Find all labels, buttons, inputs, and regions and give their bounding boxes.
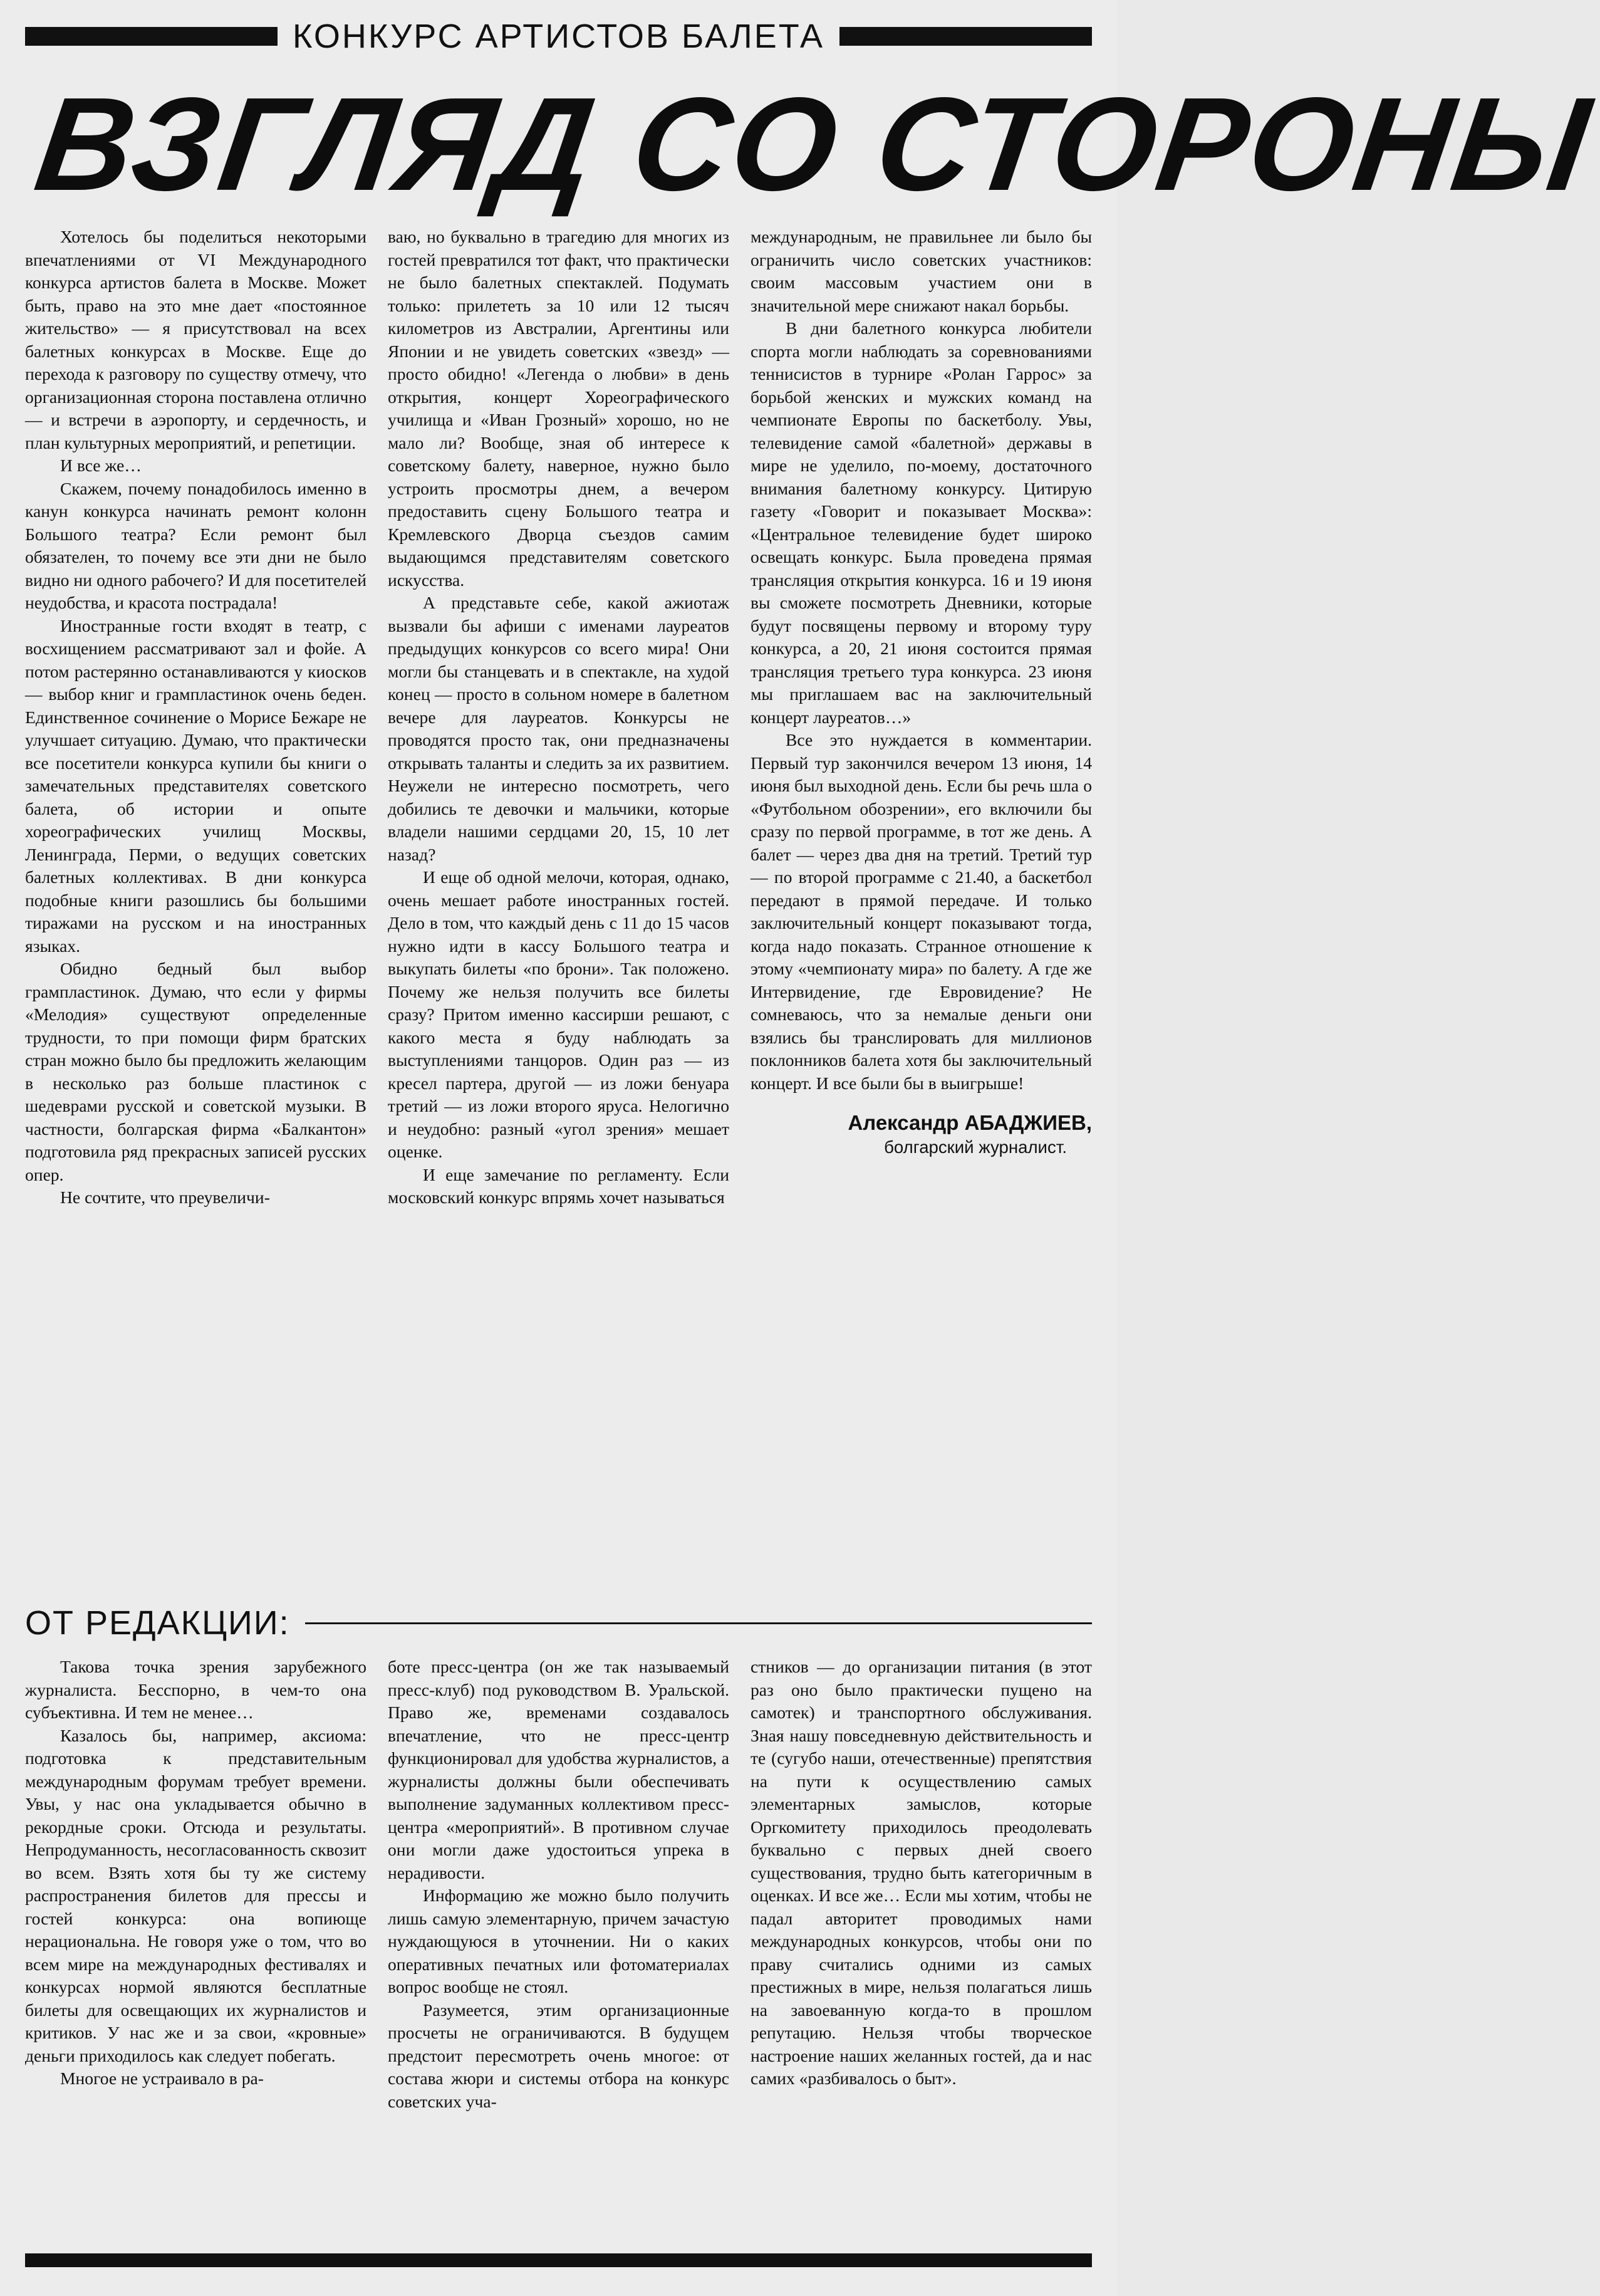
author-signature (751, 1110, 1092, 1159)
paragraph: Многое не устраивало в ра- (60, 2069, 264, 2088)
paragraph: ваю, но буквально в трагедию для многих из гостей превратился тот факт, что практически не было балетных спектаклей. Подумать только: прилететь за 10 или 12 тысяч километров из Австралии, Аргентины или Японии и не увидеть советских «звезд» — просто обидно! «Легенда о любви» в день открытия, концерт Хореографического училища и «Иван Грозный» хорошо, но не мало ли? Вообще, зная об интересе к советскому балету, наверное, нужно было устроить просмотры днем, а вечером предоставить сцену Большого театра и Кремлевского Дворца съездов самим выдающимся представителям советского искусства. (388, 227, 729, 590)
rubric-bar-right (839, 27, 1092, 46)
editorial-rule (305, 1622, 1092, 1624)
paragraph: Разумеется, этим организационные просчеты не ограничиваются. В будущем предстоит пересмотреть очень многое: от состава жюри и системы отбора на конкурс советских уча- (388, 2000, 729, 2111)
article-column-1 (25, 226, 366, 1579)
paragraph: И все же… (60, 456, 142, 475)
editorial-title: ОТ РЕДАКЦИИ: (25, 1604, 290, 1642)
paragraph: Не сочтите, что преувеличи- (60, 1187, 270, 1207)
article-column-2 (388, 226, 729, 1579)
paragraph: Все это нуждается в комментарии. Первый тур закончился вечером 13 июня, 14 июня был выходной день. Если бы речь шла о «Футбольном обозрении», его включили бы сразу по первой программе, в тот же день. А балет — через два дня на третий. Третий тур — по второй программе с 21.40, а баскетбол передают в прямой передаче. И только заключительный концерт показывают тогда, когда надо показать. Странное отношение к этому «чемпионату мира» по балету. А где же Интервидение, где Евровидение? Не сомневаюсь, что за немалые деньги они взялись бы транслировать для миллионов поклонников балета хотя бы заключительный концерт. И все были бы в выигрыше! (751, 730, 1092, 1093)
paragraph: В дни балетного конкурса любители спорта могли наблюдать за соревнованиями теннисистов в турнире «Ролан Гаррос» за борьбой женских и мужских команд на чемпионате Европы по баскетболу. Увы, телевидение самой «балетной» державы в мире не уделило, по-моему, достаточного внимания балетному конкурсу. Цитирую газету «Говорит и показывает Москва»: «Центральное телевидение будет широко освещать конкурс. Была проведена прямая трансляция открытия конкурса. 16 и 19 июня вы сможете посмотреть Дневники, которые будут посвящены первому и второму туру конкурса, а 20, 21 июня состоится прямая трансляция третьего тура конкурса. 23 июня мы приглашаем вас на заключительный концерт лауреатов…» (751, 318, 1092, 727)
paragraph: Хотелось бы поделиться некоторыми впечатлениями от VI Международного конкурса артистов балета в Москве. Может быть, право на это мне дает «постоянное жительство» — я присутствовал на всех балетных конкурсах в Москве. Еще до перехода к разговору по существу отмечу, что организационная сторона поставлена отлично — и встречи в аэропорту, и сердечность, и план культурных мероприятий, и репетиции. (25, 227, 366, 452)
editorial-column-1 (25, 1656, 366, 2226)
rubric-header (25, 11, 1092, 61)
paragraph: И еще об одной мелочи, которая, однако, очень мешает работе иностранных гостей. Дело в том, что каждый день с 11 до 15 часов нужно идти в кассу Большого театра и выкупать билеты «по брони». Так положено. Почему же нельзя получить все билеты сразу? Притом именно кассирши решают, с какого места я буду наблюдать за выступлениями танцоров. Один раз — из кресел партера, другой — из ложи бенуара третий — из ложи второго яруса. Нелогично и неудобно: разный «угол зрения» мешает оценке. (388, 867, 729, 1161)
article-body (25, 226, 1092, 1579)
paragraph: Иностранные гости входят в театр, с восхищением рассматривают зал и фойе. А потом растерянно останавливаются у киосков — выбор книг и грампластинок очень беден. Единственное сочинение о Морисе Бежаре не улучшает ситуацию. Думаю, что практически все посетители конкурса купили бы книги о замечательных представителях советского балета, об истории и опыте хореографических училищ Москвы, Ленинграда, Перми, о ведущих советских балетных коллективах. В дни конкурса подобные книги разошлись бы большими тиражами на русском и на иностранных языках. (25, 615, 366, 956)
editorial-header (25, 1598, 1092, 1648)
editorial-column-3 (751, 1656, 1092, 2226)
author-role: болгарский журналист. (884, 1137, 1067, 1157)
bottom-rule (25, 2253, 1092, 2267)
paragraph: Информацию же можно было получить лишь самую элементарную, причем зачастую нуждающуюся в уточнении. Ни о каких оперативных печатных или фотоматериалах вопрос вообще не стоял. (388, 1886, 729, 1996)
paragraph: Казалось бы, например, аксиома: подготовка к представительным международным форумам требует времени. Увы, у нас она укладывается обычно в рекордные сроки. Отсюда и результаты. Непродуманность, несогласованность сквозит во всем. Взять хотя бы ту же систему распространения билетов для прессы и гостей конкурса: она вопиюще нерациональна. Не говоря уже о том, что во всем мире на международных фестивалях и конкурсах нормой являются бесплатные билеты для освещающих их журналистов и критиков. У нас же и за свои, «кровные» деньги приходилось как следует побегать. (25, 1725, 366, 2065)
paragraph: Скажем, почему понадобилось именно в канун конкурса начинать ремонт колонн Большого театра? Если ремонт был обязателен, то почему все эти дни не было видно ни одного рабочего? И для посетителей неудобства, и красота пострадала! (25, 478, 366, 612)
editorial-body (25, 1656, 1092, 2226)
paragraph: И еще замечание по регламенту. Если московский конкурс впрямь хочет называться (388, 1164, 729, 1207)
paragraph: стников — до организации питания (в этот раз оно было практически пущено на самотек) и транспортного обслуживания. Зная нашу повседневную действительность и те (сугубо наши, отечественные) препятствия на пути к осуществлению самых элементарных замыслов, которые Оргкомитету приходилось преодолевать буквально с первых дней своего существования, трудно быть категоричным в оценках. И все же… Если мы хотим, чтобы не падал авторитет проводимых нами международных конкурсов, чтобы они по праву считались одними из самых престижных в мире, нельзя полагаться лишь на завоеванную когда-то в прошлом репутацию. Нельзя чтобы творческое настроение наших желанных гостей, да и нас самих «разбивалось о быт». (751, 1657, 1092, 2088)
paragraph: А представьте себе, какой ажиотаж вызвали бы афиши с именами лауреатов предыдущих конкурсов со всего мира! Они могли бы станцевать и в спектакле, на худой конец — просто в сольном номере в балетном вечере для лауреатов. Конкурсы не проводятся просто так, они предназначены открывать таланты и следить за их развитием. Неужели не интересно посмотреть, чего добились те девочки и мальчики, которые владели нашими сердцами 20, 15, 10 лет назад? (388, 593, 729, 864)
article-headline: ВЗГЛЯД СО СТОРОНЫ (28, 70, 1600, 218)
paragraph: Такова точка зрения зарубежного журналиста. Бесспорно, в чем-то она субъективна. И тем не менее… (25, 1657, 366, 1722)
paragraph: международным, не правильнее ли было бы ограничить число советских участников: своим массовым участием они в значительной мере снижают накал борьбы. (751, 227, 1092, 315)
paragraph: Обидно бедный был выбор грампластинок. Думаю, что если у фирмы «Мелодия» существуют определенные трудности, то при помощи фирм братских стран можно было бы предложить желающим в несколько раз больше пластинок с шедеврами русской и советской музыки. В частности, болгарская фирма «Балкантон» подготовила ряд прекрасных записей русских опер. (25, 959, 366, 1184)
author-name: Александр АБАДЖИЕВ, (848, 1111, 1092, 1134)
rubric-title: КОНКУРС АРТИСТОВ БАЛЕТА (293, 18, 824, 55)
editorial-column-2 (388, 1656, 729, 2226)
paragraph: боте пресс-центра (он же так называемый пресс-клуб) под руководством В. Уральской. Право же, временами создавалось впечатление, что не пресс-центр функционировал для удобства журналистов, а журналисты должны были обеспечивать выполнение задуманных коллективом пресс-центра «мероприятий». В противном случае они могли даже удостоиться упрека в нерадивости. (388, 1657, 729, 1882)
rubric-bar-left (25, 27, 278, 46)
article-column-3 (751, 226, 1092, 1579)
